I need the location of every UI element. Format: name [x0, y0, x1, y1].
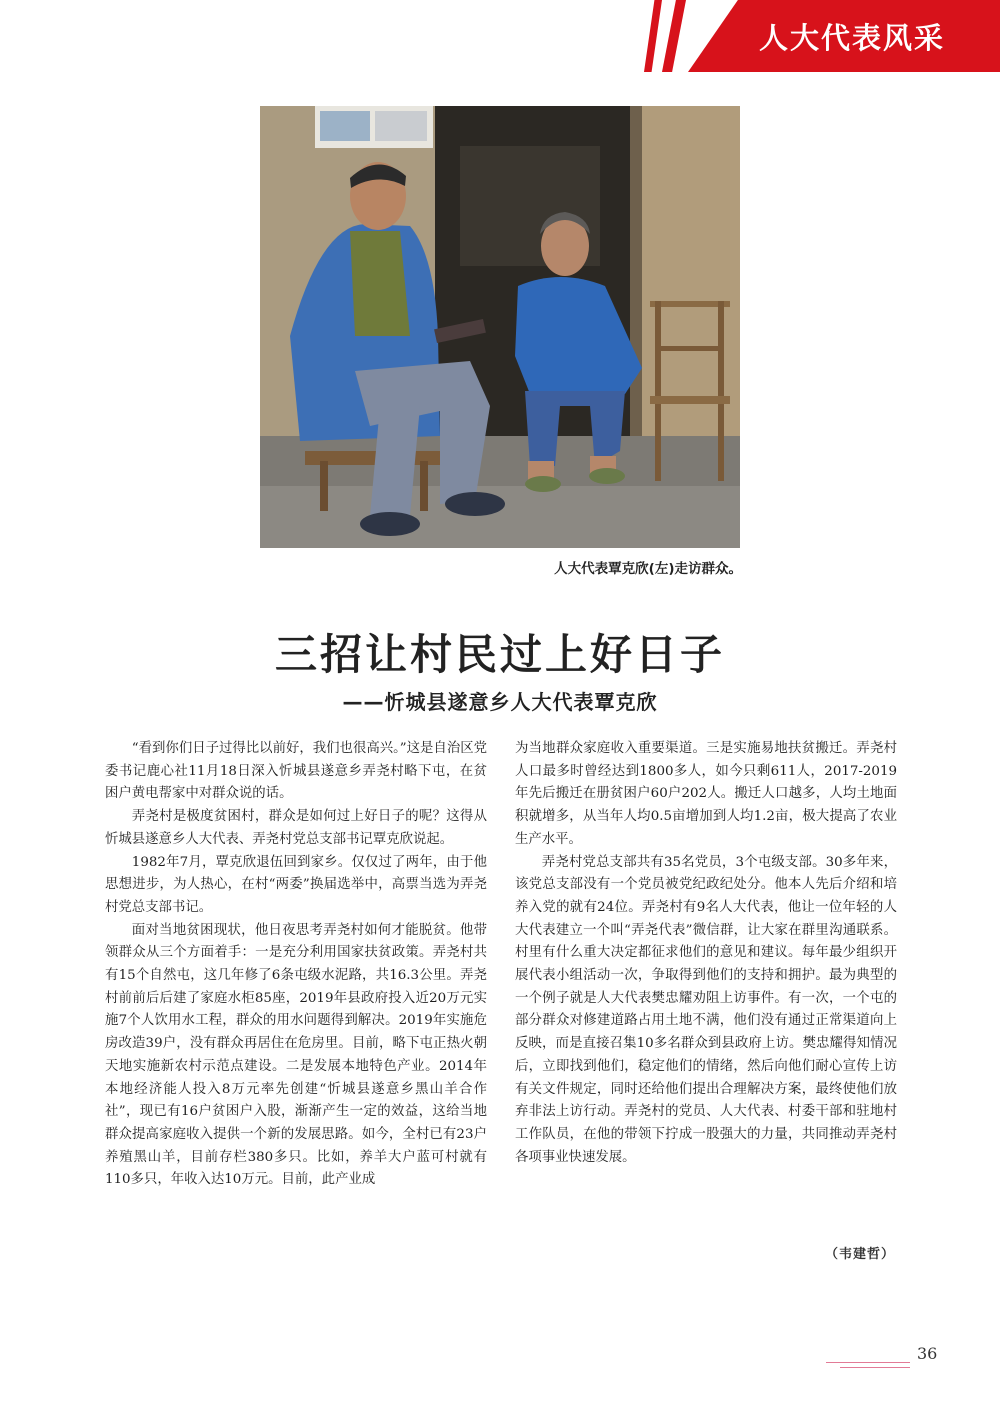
photo-caption: 人大代表覃克欣(左)走访群众。	[554, 561, 742, 577]
paragraph: “看到你们日子过得比以前好，我们也很高兴。”这是自治区党委书记鹿心社11月18日深入忻城县遂意乡弄尧村略下屯，在贫困户黄电帮家中对群众说的话。	[105, 741, 487, 802]
folio-rule	[826, 1362, 910, 1363]
author-byline: （韦建哲）	[824, 1247, 895, 1262]
page-number: 36	[917, 1344, 938, 1363]
section-label: 人大代表风采	[758, 21, 945, 55]
paragraph: 弄尧村党总支部共有35名党员，3个屯级支部。30多年来，该党总支部没有一个党员被党纪政纪处分。他本人先后介绍和培养入党的就有24位。弄尧村有9名人大代表，他让一位年轻的人大代表建立一个叫“弄尧代表”微信群，让大家在群里沟通联系。村里有什么重大决定都征求他们的意见和建议。每年最少组织开展代表小组活动一次，争取得到他们的支持和拥护。最为典型的一个例子就是人大代表樊忠耀劝阻上访事件。有一次，一个屯的部分群众对修建道路占用土地不满，他们没有通过正常渠道向上反映，而是直接召集10多名群众到县政府上访。樊忠耀得知情况后，立即找到他们，稳定他们的情绪，然后向他们耐心宣传上访有关文件规定，同时还给他们提出合理解决方案，最终使他们放弃非法上访行动。弄尧村的党员、人大代表、村委干部和驻地村工作队员，在他的带领下拧成一股强大的力量，共同推动弄尧村各项事业快速发展。	[515, 854, 897, 1165]
folio-rule-lower	[840, 1367, 910, 1368]
paragraph: 面对当地贫困现状，他日夜思考弄尧村如何才能脱贫。他带领群众从三个方面着手：一是充分利用国家扶贫政策。弄尧村共有15个自然屯，这几年修了6条屯级水泥路，共16.3公里。弄尧村前前后后建了家庭水柜85座，2019年县政府投入近20万元实施7个人饮用水工程，群众的用水问题得到解决。2019年实施危房改造39户，没有群众再居住在危房里。目前，略下屯正热火朝天地实施新农村示范点建设。二是发展本地特色产业。2014年本地经济能人投入8万元率先创建“忻城县遂意乡黑山羊合作社”，现已有16户贫困户入股，渐渐产生一定的效益，这给当地群众提高家庭收入提供一个新的发展思路。如今，全村已有23户养殖黑山羊，目前存栏380多只。比如，养羊大户蓝可村就有110多只，年收入达10万元。目前，此产业成	[105, 922, 487, 1188]
article-photo	[260, 106, 740, 548]
article-title: 三招让村民过上好日子	[274, 630, 725, 679]
left-column	[105, 738, 487, 1192]
paragraph: 弄尧村是极度贫困村，群众是如何过上好日子的呢？这得从忻城县遂意乡人大代表、弄尧村党总支部书记覃克欣说起。	[105, 809, 487, 847]
banner-stripe-thin	[644, 0, 662, 72]
article-subtitle: ——忻城县遂意乡人大代表覃克欣	[342, 690, 658, 714]
paragraph-continuation: 为当地群众家庭收入重要渠道。三是实施易地扶贫搬迁。弄尧村人口最多时曾经达到1800多人，如今只剩611人，2017-2019年先后搬迁在册贫困户60户202人。搬迁人口越多，人均土地面积就增多，从当年人均0.5亩增加到人均1.2亩，极大提高了农业生产水平。	[515, 741, 897, 847]
banner-stripe	[662, 0, 686, 72]
right-column	[515, 738, 897, 1169]
paragraph: 1982年7月，覃克欣退伍回到家乡。仅仅过了两年，由于他思想进步，为人热心，在村“两委”换届选举中，高票当选为弄尧村党总支部书记。	[105, 854, 487, 915]
